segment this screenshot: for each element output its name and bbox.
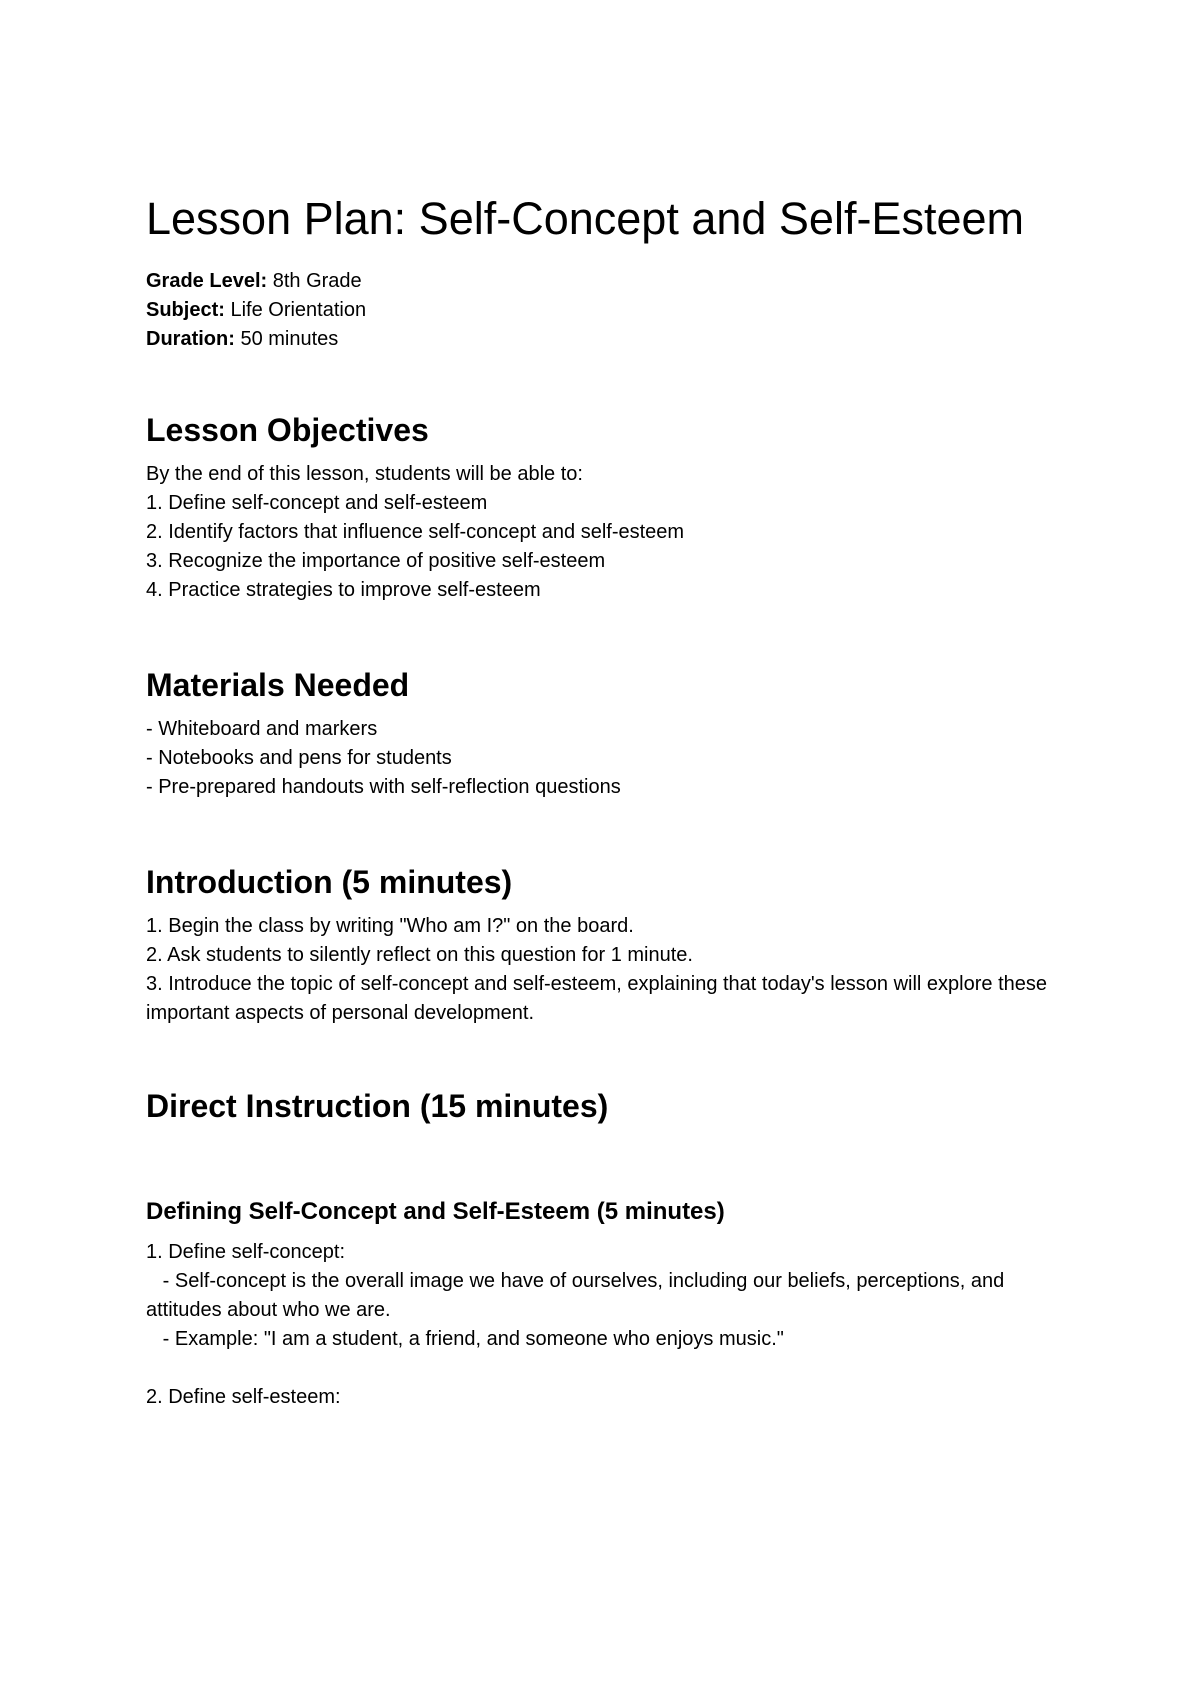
objectives-section bbox=[146, 410, 1066, 605]
instruction-line: 1. Define self-concept: bbox=[146, 1241, 345, 1263]
objective-item: 4. Practice strategies to improve self-esteem bbox=[146, 579, 541, 601]
objective-item: 1. Define self-concept and self-esteem bbox=[146, 492, 488, 514]
introduction-item: 3. Introduce the topic of self-concept and self-esteem, explaining that today's lesson will explore these important aspects of personal development. bbox=[146, 973, 1053, 1024]
defining-subheading: Defining Self-Concept and Self-Esteem (5 minutes) bbox=[146, 1198, 725, 1225]
materials-section bbox=[146, 665, 1066, 802]
direct-instruction-heading: Direct Instruction (15 minutes) bbox=[146, 1088, 609, 1124]
meta-grade-level bbox=[146, 267, 1066, 296]
meta-value: Life Orientation bbox=[224, 299, 367, 321]
meta-duration bbox=[146, 325, 1066, 354]
meta-value: 8th Grade bbox=[267, 270, 362, 292]
materials-heading: Materials Needed bbox=[146, 667, 410, 703]
meta-label: Subject: bbox=[146, 299, 225, 321]
objective-item: 3. Recognize the importance of positive self-esteem bbox=[146, 550, 606, 572]
introduction-heading: Introduction (5 minutes) bbox=[146, 864, 513, 900]
introduction-item: 2. Ask students to silently reflect on this question for 1 minute. bbox=[146, 944, 693, 966]
meta-label: Duration: bbox=[146, 328, 235, 350]
instruction-line: 2. Define self-esteem: bbox=[146, 1386, 341, 1408]
instruction-line: - Self-concept is the overall image we have of ourselves, including our beliefs, perceptions, and attitudes about who we are. bbox=[146, 1270, 1010, 1321]
material-item: - Whiteboard and markers bbox=[146, 718, 378, 740]
meta-label: Grade Level: bbox=[146, 270, 268, 292]
direct-instruction-section bbox=[146, 1086, 1066, 1412]
objectives-intro: By the end of this lesson, students will be able to: bbox=[146, 463, 583, 485]
meta-subject bbox=[146, 296, 1066, 325]
objectives-heading: Lesson Objectives bbox=[146, 412, 429, 448]
introduction-item: 1. Begin the class by writing "Who am I?" on the board. bbox=[146, 915, 634, 937]
lesson-meta bbox=[146, 267, 1066, 354]
objective-item: 2. Identify factors that influence self-concept and self-esteem bbox=[146, 521, 685, 543]
introduction-section bbox=[146, 862, 1066, 1028]
meta-value: 50 minutes bbox=[234, 328, 339, 350]
defining-subsection bbox=[146, 1196, 1066, 1412]
document-page bbox=[146, 190, 1066, 1412]
blank-line bbox=[146, 1354, 1066, 1383]
material-item: - Pre-prepared handouts with self-reflection questions bbox=[146, 776, 621, 798]
page-title: Lesson Plan: Self-Concept and Self-Esteem bbox=[146, 193, 1024, 244]
instruction-line: - Example: "I am a student, a friend, and someone who enjoys music." bbox=[146, 1328, 784, 1350]
material-item: - Notebooks and pens for students bbox=[146, 747, 452, 769]
